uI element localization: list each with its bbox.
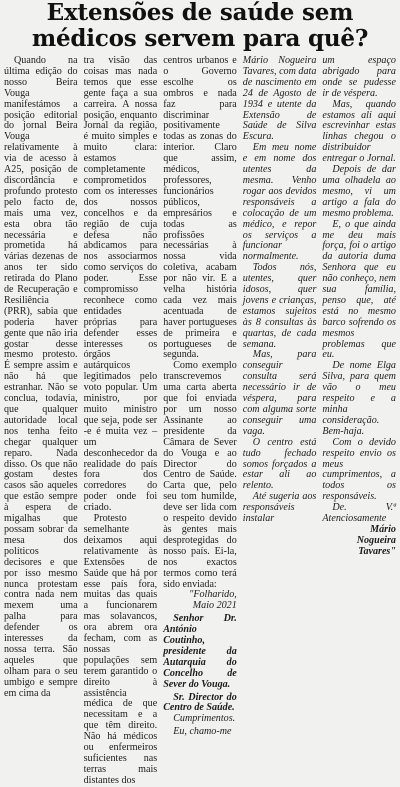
paragraph: Até sugeria aos responsáveis instalar (242, 491, 317, 525)
paragraph: Mário Nogueira Tavares, com data de nascimento em 24 de Agosto de 1934 e utente da Extensão de Saúde de Silva Escura. (242, 55, 317, 143)
paragraph: O centro está tudo fechado somos forçados a estar ali ao relento. (242, 436, 317, 492)
letter-signature: Mário Nogueira Tavares" (356, 523, 396, 557)
paragraph: Em meu nome e em nome dos utentes da mesma. Venho rogar aos devidos responsáveis a colocação de um médico, e repor os serviços a funcionar normalmente. (242, 142, 317, 263)
letter-date: "Folharido, Maio 2021 (189, 589, 237, 612)
paragraph: Mas, quando estamos ali aqui escrevinhar estas linhas chegou o distribuidor entregar o Jornal. (322, 98, 396, 165)
paragraph: De nome Elga Silva, para quem vão o meu respeito e a minha consideração. Bem-haja. (322, 360, 396, 437)
paragraph: Todos nós, utentes, quer idosos, quer jovens e crianças, estamos sujeitos às 8 consultas às quartas, de cada semana. (242, 262, 317, 350)
letter-addressee-1: Senhor Dr. António Coutinho, presidente da Autarquia do Concelho de Sever do Vouga. (163, 613, 237, 690)
paragraph: Protesto semelhante deixamos aqui relativamente às Extensões de Saúde que há por esse país fora, muitas das quais a funcionarem mas solavancos, ora abrem ora fecham, com as nossas populações sem terem garantido o direito à assistência médica de que necessitam e a que têm direito. Não há médicos ou enfermeiros suficientes nas terras mais distantes dos (83, 513, 158, 786)
letter-greeting: Cumprimentos. (173, 713, 236, 725)
article-title: Extensões de saúde sem médicos servem para quê? (31, 0, 369, 52)
paragraph: tra visão das coisas mas nada temos que esse gente faça a sua carreira. A nossa posição, enquanto Jornal da região, é muito simples e muito clara: estamos completamente comprometidos com os interesses dos nossos concelhos e da região de cuja defesa não abdicamos para nos associarmos como serviços do poder. Esse compromisso reconhece como entidades próprias para defender esses interesses os órgãos autárquicos legitimados pelo voto popular. Um ministro, por muito ministro que seja, pode ser -e é muita vez – um desconhecedor da realidade do país fora dos corredores do poder onde foi criado. (83, 55, 158, 514)
paragraph: Mas, para conseguir consulta será necessário ir de véspera, para com alguma sorte conseguir uma vaga. (242, 349, 317, 437)
paragraph: centros urbanos e o Governo escolhe os ombros e nada faz para discriminar positivamente todas as zonas do interior. Claro que assim, médicos, professores, funcionários públicos, empresários e todas as profissões necessárias à nossa vida coletiva, acabam por não vir. E a velha história cada vez mais acentuada de haver portugueses de primeira e portugueses de segunda. (163, 55, 237, 361)
paragraph: Como exemplo transcrevemos uma carta aberta que foi enviada por um nosso Assinante ao presidente da Câmara de Sever do Vouga e ao Director do Centro de Saúde. Carta que, pelo seu tom humilde, deve ser lida com o respeito devido às gentes mais desprotegidas do nosso país. Ei-la, nos exactos termos como terá sido enviada: (163, 360, 237, 590)
letter-addressee-2: Sr. Director do Centro de Saúde. (163, 691, 237, 714)
article-body (4, 55, 396, 786)
paragraph: E, o que ainda me deu mais força, foi o artigo da autoria duma Senhora que eu não conheço, nem sua família, penso que, até está no mesmo barco sofrendo os mesmos problemas que eu. (322, 218, 396, 361)
paragraph: um espaço abrigado para onde se pudesse ir de véspera. (322, 55, 396, 99)
column-3 (163, 55, 237, 738)
column-4 (242, 55, 317, 525)
letter-closing: De. V.ª Atenciosamente (322, 502, 396, 525)
column-5 (322, 55, 396, 557)
column-2 (83, 55, 158, 786)
column-1 (4, 55, 78, 699)
paragraph: Quando na última edição do nosso Beira Vouga manifestámos a posição editorial do jornal Beira Vouga relativamente à via de acesso à A25, posição de discordância e profundo protesto pelo facto de, mais uma vez, esta obra tão necessária e prometida há várias dezenas de anos ter sido retirada do Plano de Recuperação e Resiliência (PRR), sabia que poderia haver gente que não iria gostar desse mesmo protesto. É sempre assim e não há que estranhar. Não se conclua, todavia, que qualquer autoridade local nos tenha feito chegar qualquer reparo. Nada disso. Os que não gostam destes casos são aqueles que estão sempre à espera de migalhas que possam sobrar da mesa dos políticos decisores e que por isso mesmo nunca protestam contra nada nem mexem uma palha para defender os interesses da nossa terra. São aqueles que olham para o seu umbigo e sempre em cima da (4, 55, 78, 699)
paragraph: Com o devido respeito envio os meus cumprimentos, a todos os responsáveis. (322, 436, 396, 503)
paragraph: Depois de dar uma olhadela ao mesmo, vi um artigo a fala do mesmo problema. (322, 164, 396, 219)
letter-start: Eu, chamo-me (173, 726, 232, 738)
